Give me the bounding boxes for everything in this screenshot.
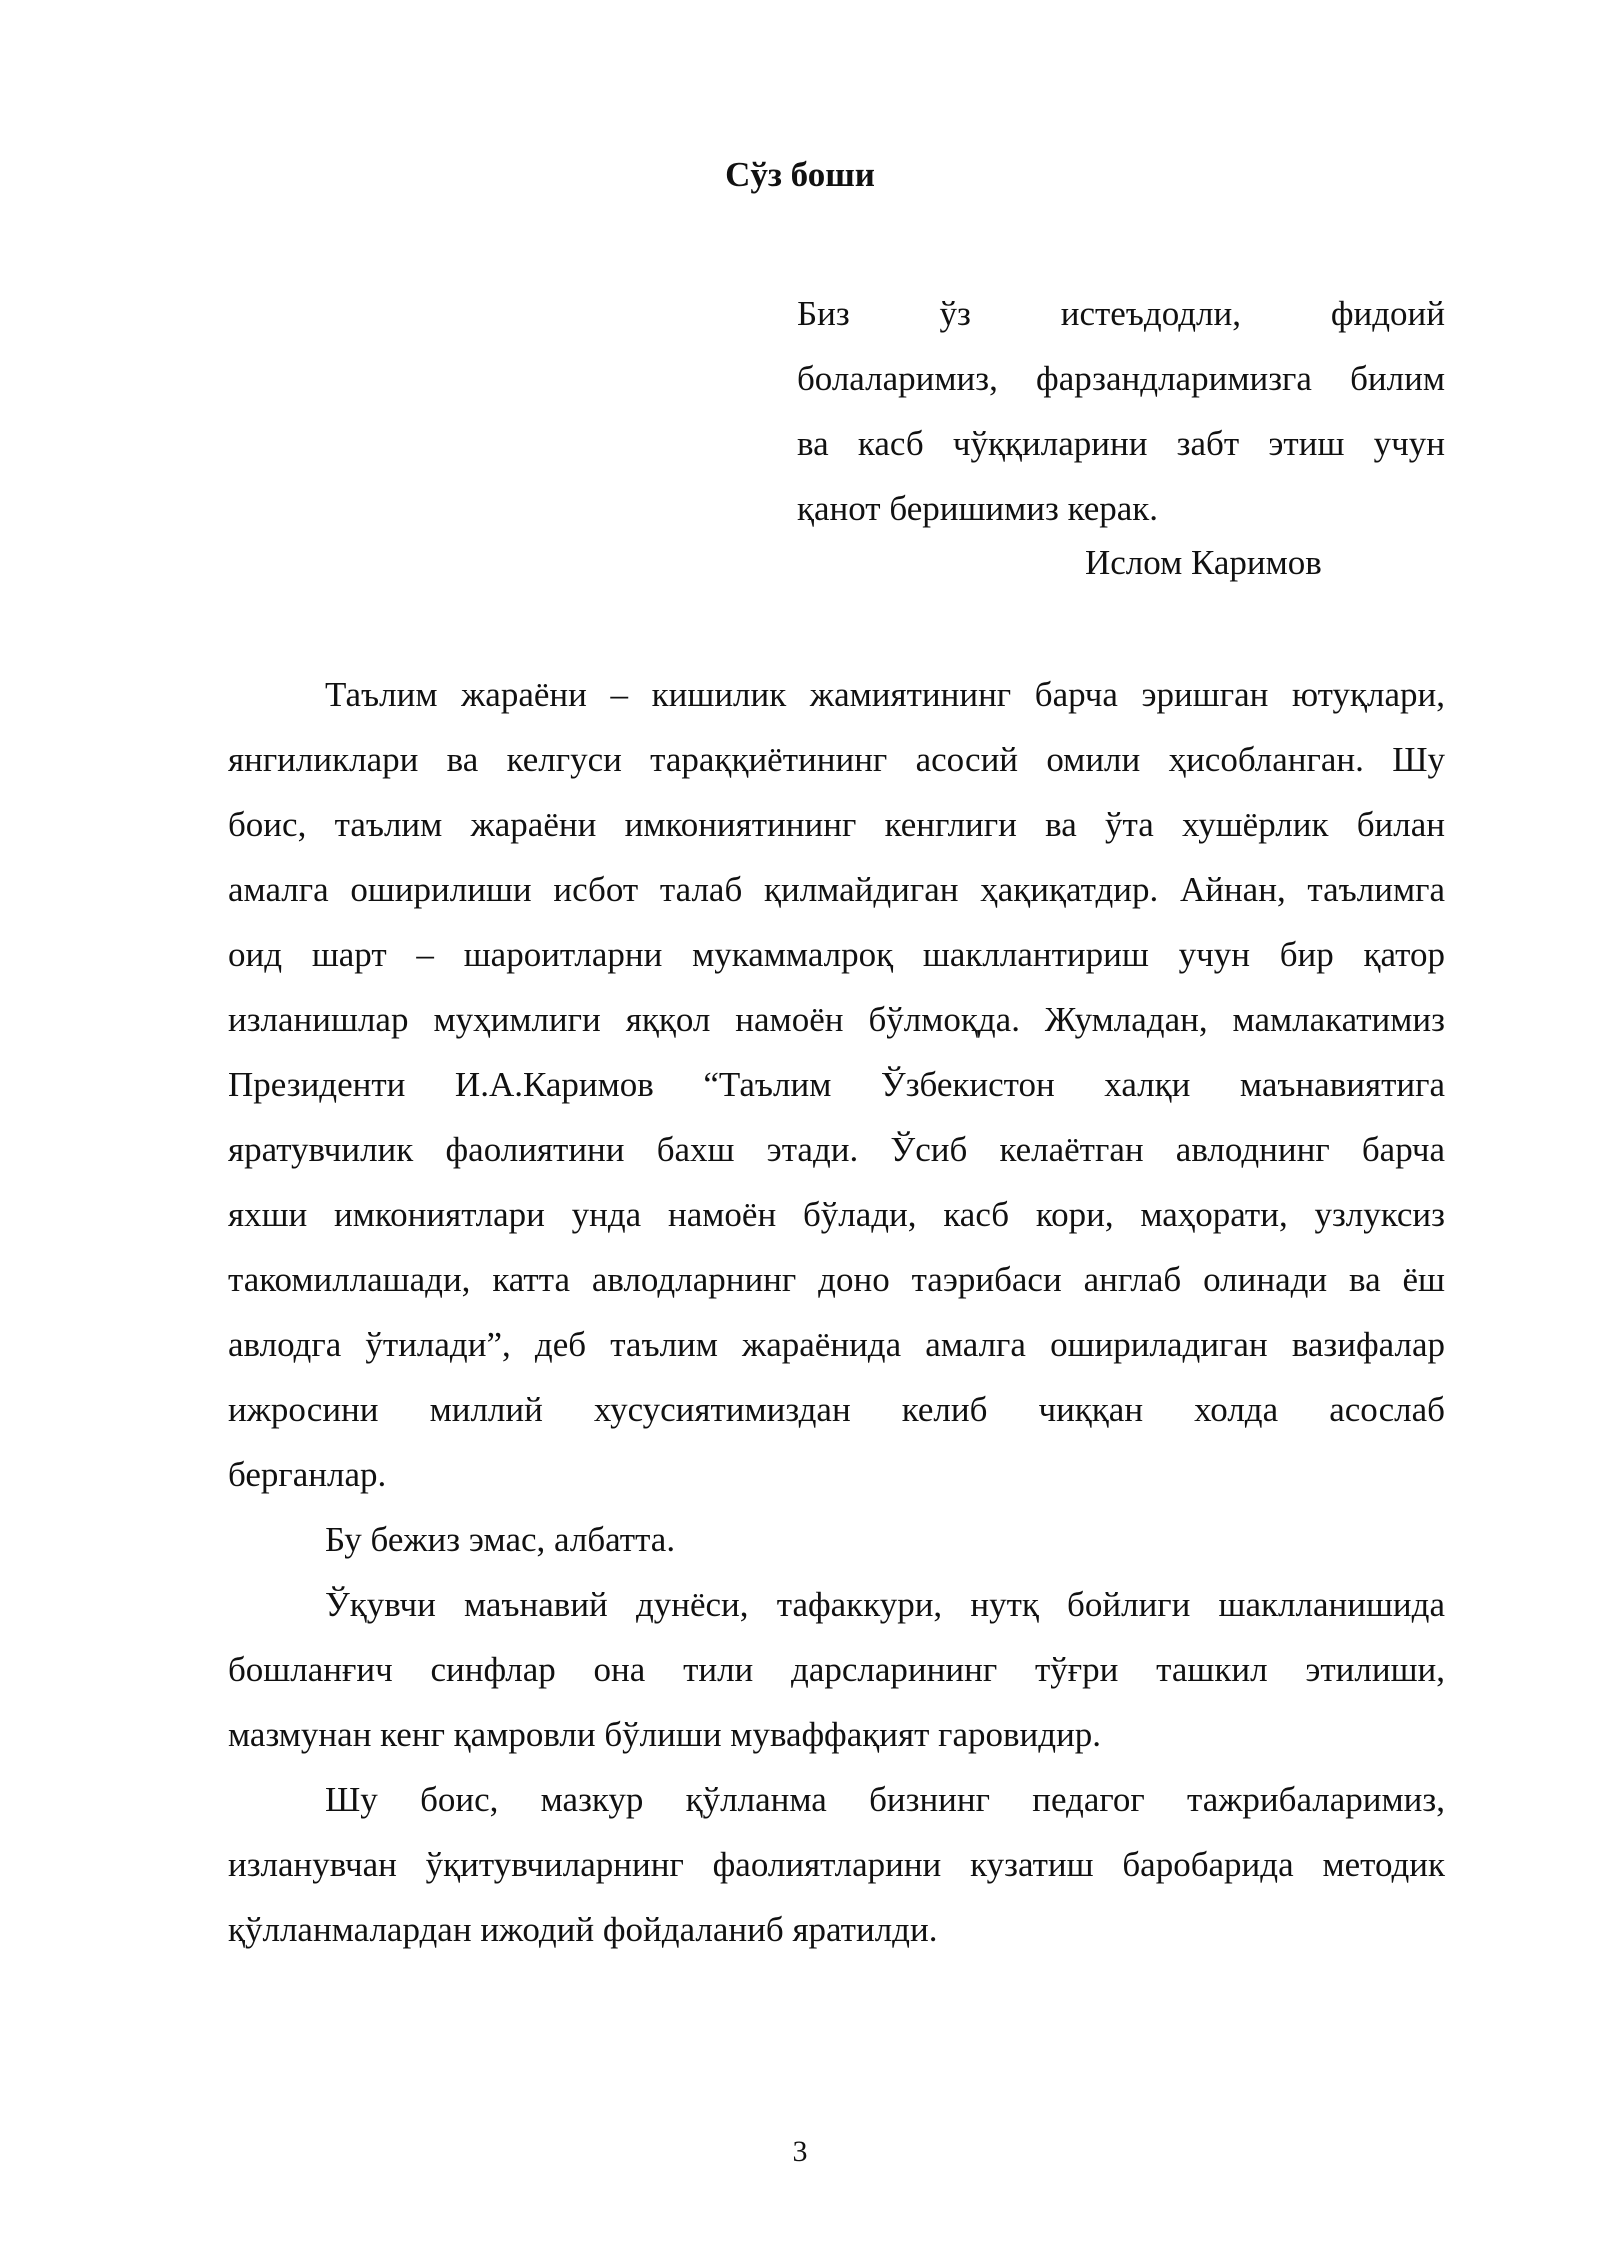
epigraph-line: болаларимиз, фарзандларимизга билим [797, 359, 1445, 398]
paragraph [228, 662, 1445, 1507]
paragraph [228, 1572, 1445, 1767]
paragraph-line: авлодга ўтилади”, деб таълим жараёнида амалга ошириладиган вазифалар [228, 1325, 1445, 1364]
paragraph [228, 1767, 1445, 1962]
paragraph-line: яратувчилик фаолиятини бахш этади. Ўсиб келаётган авлоднинг барча [228, 1130, 1445, 1169]
paragraph-line: такомиллашади, катта авлодларнинг доно таэрибаси англаб олинади ва ёш [228, 1260, 1445, 1299]
paragraph-line: мазмунан кенг қамровли бўлиши муваффақият гаровидир. [228, 1715, 1102, 1754]
paragraph-line: оид шарт – шароитларни мукаммалроқ шакллантириш учун бир қатор [228, 935, 1445, 974]
body-text [228, 662, 1445, 1962]
epigraph-line: Биз ўз истеъдодли, фидоий [797, 294, 1445, 333]
epigraph [797, 281, 1445, 541]
paragraph-line: берганлар. [228, 1455, 387, 1494]
paragraph-line: Таълим жараёни – кишилик жамиятининг барча эришган ютуқлари, [325, 675, 1445, 714]
paragraph-line: ижросини миллий хусусиятимиздан келиб чиққан холда асослаб [228, 1390, 1445, 1429]
epigraph-line: қанот беришимиз керак. [797, 489, 1159, 528]
page-number: 3 [792, 2135, 808, 2168]
paragraph-line: Шу боис, мазкур қўлланма бизнинг педагог тажрибаларимиз, [325, 1780, 1445, 1819]
paragraph-line: Президенти И.А.Каримов “Таълим Ўзбекистон халқи маънавиятига [228, 1065, 1445, 1104]
paragraph-line: Ўқувчи маънавий дунёси, тафаккури, нутқ бойлиги шаклланишида [325, 1585, 1445, 1624]
epigraph-author: Ислом Каримов [1085, 543, 1322, 582]
paragraph-line: амалга оширилиши исбот талаб қилмайдиган ҳақиқатдир. Айнан, таълимга [228, 870, 1445, 909]
paragraph-line: изланишлар муҳимлиги яққол намоён бўлмоқда. Жумладан, мамлакатимиз [228, 1000, 1445, 1039]
paragraph-line: яхши имкониятлари унда намоён бўлади, касб кори, маҳорати, узлуксиз [228, 1195, 1445, 1234]
page-title: Сўз боши [725, 155, 875, 194]
paragraph-line: бошланғич синфлар она тили дарсларининг тўғри ташкил этилиши, [228, 1650, 1445, 1689]
paragraph-line: изланувчан ўқитувчиларнинг фаолиятларини кузатиш баробарида методик [228, 1845, 1445, 1884]
paragraph-line: қўлланмалардан ижодий фойдаланиб яратилди. [228, 1910, 938, 1949]
paragraph-line: боис, таълим жараёни имкониятининг кенглиги ва ўта хушёрлик билан [228, 805, 1445, 844]
paragraph-line: Бу бежиз эмас, албатта. [325, 1520, 676, 1559]
epigraph-line: ва касб чўққиларини забт этиш учун [797, 424, 1445, 463]
paragraph [228, 1507, 1445, 1572]
paragraph-line: янгиликлари ва келгуси тараққиётининг асосий омили ҳисобланган. Шу [228, 740, 1445, 779]
